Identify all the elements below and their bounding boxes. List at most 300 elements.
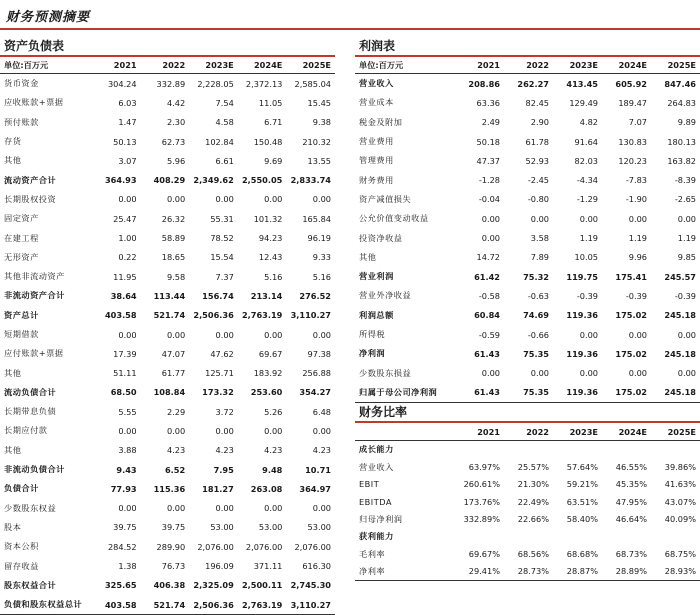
row-value: 0.00 [312,329,331,340]
table-row [355,383,700,403]
row-value: 9.89 [677,117,696,128]
row-value: 47.37 [476,155,500,166]
row-value: 9.69 [264,155,283,166]
row-value: 4.23 [215,445,234,456]
row-value [504,441,553,459]
table-row [355,563,700,581]
row-value: 210.32 [302,136,331,147]
row-value: 10.71 [305,464,331,475]
row-value: 7.07 [628,117,647,128]
ratios-table [355,423,700,581]
row-value: 51.11 [113,368,137,379]
row-value: 125.71 [205,368,234,379]
row-label: 营业成本 [359,97,394,108]
row-value: 68.73% [615,549,647,560]
row-value: 0.00 [166,194,186,205]
balance-sheet-title: 资产负债表 [0,38,335,57]
table-row [0,499,335,518]
row-value: 304.24 [107,78,137,89]
table-row [355,267,700,286]
row-label: 其他 [359,251,377,262]
row-value: 113.44 [153,290,186,301]
row-value: 69.67% [468,549,500,560]
row-value [455,441,504,459]
row-value: 262.27 [517,78,549,89]
table-row [355,344,700,363]
row-value: 25.47 [113,213,137,224]
row-value: 0.00 [312,425,331,436]
row-value: 4.42 [166,97,186,108]
row-value: 115.36 [153,483,186,494]
row-value: 61.43 [455,383,504,403]
table-row [0,556,335,575]
row-value: 1.47 [118,117,137,128]
table-row [355,511,700,528]
header-year: 2021 [455,423,504,441]
row-value [553,528,602,545]
row-value: 62.73 [161,136,186,147]
row-value: 245.57 [664,271,696,282]
row-value: 180.13 [667,136,696,147]
row-value: 4.23 [166,445,186,456]
table-row [0,306,335,325]
row-value: 3.88 [118,445,137,456]
row-value: 28.73% [504,563,553,581]
row-value: 119.75 [566,271,598,282]
row-value: 0.00 [677,368,696,379]
table-row [355,228,700,247]
row-value: 39.86% [664,462,696,473]
header-year: 2022 [504,57,553,74]
row-value: 102.84 [205,136,234,147]
row-value: 2,506.36 [189,595,238,615]
row-value: 150.48 [253,136,283,147]
row-value: 173.32 [202,387,234,398]
table-row [0,344,335,363]
row-value: 47.07 [161,348,186,359]
table-row [0,267,335,286]
page-title: 财务预测摘要 [6,10,91,25]
row-value: 1.19 [579,233,598,244]
row-value: 77.93 [110,483,137,494]
row-value: 0.00 [628,329,647,340]
row-value: -0.39 [625,290,647,301]
row-value: -1.90 [625,194,647,205]
row-value: 3,110.27 [290,310,331,321]
row-label: 获利能力 [359,531,394,542]
row-value: 0.00 [628,368,647,379]
row-value: 1.38 [118,561,137,572]
row-value: 175.02 [602,383,651,403]
table-row [0,518,335,537]
row-label: 无形资产 [4,251,39,262]
row-value: 213.14 [250,290,283,301]
row-value: 364.97 [299,483,331,494]
row-value: 47.62 [210,348,234,359]
row-value: 2,550.05 [241,175,283,186]
row-label: 非流动资产合计 [4,290,65,301]
row-value: 0.00 [530,213,549,224]
row-value: 129.49 [569,97,598,108]
row-value: 0.00 [264,503,283,514]
header-year: 2025E [286,57,335,74]
row-value: 196.09 [205,561,234,572]
row-value: 156.74 [202,290,234,301]
row-value: 74.69 [523,310,549,321]
ratios-header-row [355,423,700,441]
row-value: 616.30 [302,561,331,572]
row-label: 流动负债合计 [4,386,57,397]
row-value: 2.90 [530,117,549,128]
row-value: 403.58 [104,310,137,321]
table-row [0,248,335,267]
table-row [355,151,700,170]
row-value: 2,372.13 [245,78,283,89]
row-value: 61.42 [474,271,500,282]
row-value: 181.27 [202,483,234,494]
row-value: 2,506.36 [193,310,234,321]
row-value: 354.27 [299,387,331,398]
row-value: 0.00 [579,213,598,224]
row-value: 94.23 [258,233,283,244]
row-label: 其他 [4,367,22,378]
balance-sheet-panel [0,38,335,615]
row-value: 38.64 [110,290,137,301]
row-value: -2.65 [674,194,696,205]
row-value: 245.18 [651,383,700,403]
row-value: 605.92 [615,78,647,89]
row-value [553,441,602,459]
row-value: 28.89% [602,563,651,581]
row-value: 9.38 [312,117,331,128]
row-value: 0.00 [579,329,598,340]
row-value: 7.89 [530,252,549,263]
row-value: 289.90 [156,541,186,552]
row-value: 61.78 [525,136,549,147]
row-value: -8.39 [674,175,696,186]
row-label: 资产减值损失 [359,193,412,204]
row-value: 175.02 [615,348,647,359]
row-value [602,441,651,459]
row-value: -0.80 [527,194,549,205]
row-value: 119.36 [566,348,598,359]
row-value: 57.64% [566,462,598,473]
row-value: 68.75% [664,549,696,560]
row-value: 68.50 [110,387,137,398]
row-value: 9.48 [262,464,283,475]
row-value: 52.93 [525,155,549,166]
row-value: 7.95 [213,464,234,475]
row-value: 264.83 [667,97,696,108]
table-row [355,476,700,493]
table-row [0,402,335,421]
table-row [355,93,700,112]
row-value [651,528,700,545]
row-value: 364.93 [104,175,137,186]
row-label: 固定资产 [4,213,39,224]
row-value: 0.22 [118,252,137,263]
row-value: 22.49% [517,496,549,507]
row-value: 39.75 [113,522,137,533]
table-row [355,458,700,475]
row-value: 120.23 [618,155,647,166]
row-value: 11.05 [258,97,283,108]
row-value: 1.19 [628,233,647,244]
row-value: 101.32 [253,213,283,224]
row-value: -1.29 [576,194,598,205]
row-value: 17.39 [113,348,137,359]
table-row [355,170,700,189]
row-value: 2,076.00 [294,541,331,552]
balance-sheet-table [0,57,335,615]
row-value: 0.00 [118,329,137,340]
row-label: 预付账款 [4,116,39,127]
row-value: 6.71 [264,117,283,128]
header-year: 2024E [602,423,651,441]
header-unit-label [355,423,455,441]
row-label: 应付账款+票据 [4,348,64,359]
row-value: 5.16 [312,271,331,282]
header-year: 2021 [92,57,141,74]
table-row [0,228,335,247]
row-value: 6.61 [215,155,234,166]
row-label: 成长能力 [359,444,394,455]
row-value: 119.36 [566,310,598,321]
row-value: -0.63 [527,290,549,301]
row-value: 2,585.04 [294,78,331,89]
row-value [602,528,651,545]
row-value: -7.83 [625,175,647,186]
row-value: 413.45 [566,78,598,89]
row-value: 26.32 [161,213,186,224]
row-label: 在建工程 [4,232,39,243]
row-value: -0.66 [527,329,549,340]
row-label: 长期股权投资 [4,193,57,204]
row-value: 63.51% [566,496,598,507]
row-value: 2,349.62 [193,175,234,186]
row-value: -0.58 [478,290,500,301]
row-value: 0.00 [481,368,500,379]
row-value: 9.58 [166,271,186,282]
row-value: 0.00 [215,503,234,514]
row-value: 2,076.00 [197,541,234,552]
row-value: 3.72 [215,406,234,417]
balance-sheet-header-row [0,57,335,74]
row-label: 利润总额 [359,309,394,320]
row-value: 245.18 [664,348,696,359]
row-value: -4.34 [576,175,598,186]
table-row [0,286,335,305]
row-label: 营业外净收益 [359,290,412,301]
row-value: 5.96 [166,155,186,166]
row-label: EBIT [359,479,380,490]
row-value: 39.75 [161,522,186,533]
row-value: 7.37 [215,271,234,282]
row-value: 2,763.19 [241,310,283,321]
row-value: 21.30% [517,479,549,490]
row-value: 2,745.30 [290,580,331,591]
row-value: 163.82 [667,155,696,166]
table-row [355,286,700,305]
row-value: 12.43 [258,252,283,263]
row-value: 260.61% [463,479,500,490]
row-value: 75.32 [523,271,549,282]
row-label: 营业收入 [359,461,394,472]
row-value: 0.00 [579,368,598,379]
row-value: 0.00 [677,329,696,340]
row-value: 28.93% [651,563,700,581]
row-label: 归属于母公司净利润 [355,383,455,403]
row-value: 11.95 [113,271,137,282]
row-value [504,528,553,545]
row-label: 货币资金 [4,78,39,89]
row-value: 2,228.05 [197,78,234,89]
table-row [355,493,700,510]
row-value: 183.92 [253,368,283,379]
header-year: 2023E [553,57,602,74]
row-value: 2.49 [481,117,500,128]
row-value: 7.54 [215,97,234,108]
table-row [355,190,700,209]
row-value: 53.00 [210,522,234,533]
row-label: 负债合计 [4,483,39,494]
row-value: 276.52 [299,290,331,301]
row-value: 0.00 [530,368,549,379]
table-row [0,576,335,595]
table-row [0,537,335,556]
row-value: 2,763.19 [238,595,287,615]
row-value: 9.33 [312,252,331,263]
row-value: 108.84 [153,387,186,398]
row-value: 2,325.09 [193,580,234,591]
row-value: 96.19 [307,233,331,244]
row-label: 营业费用 [359,136,394,147]
row-value: 332.89 [156,78,186,89]
row-value: 0.00 [215,329,234,340]
row-value: 0.00 [481,213,500,224]
row-value: 2.29 [166,406,186,417]
table-row [0,441,335,460]
header-year: 2021 [455,57,504,74]
row-value: 13.55 [307,155,331,166]
row-value: 45.35% [615,479,647,490]
row-label: 财务费用 [359,174,394,185]
row-value: 60.84 [474,310,500,321]
row-value: 5.16 [264,271,283,282]
row-value: 97.38 [307,348,331,359]
row-value: 5.26 [264,406,283,417]
row-value: 119.36 [553,383,602,403]
header-year: 2025E [651,57,700,74]
row-value: 263.08 [250,483,283,494]
table-row [0,132,335,151]
table-row [355,528,700,545]
table-row [355,132,700,151]
row-value: 3,110.27 [286,595,335,615]
header-year: 2024E [238,57,287,74]
row-value: 46.55% [615,462,647,473]
row-label: 股东权益合计 [4,579,57,590]
row-value [651,441,700,459]
row-value: 4.82 [579,117,598,128]
row-value: 406.38 [153,580,186,591]
row-label: 净利率 [355,563,455,581]
income-statement-header-row [355,57,700,74]
table-row [0,209,335,228]
row-value: 78.52 [210,233,234,244]
row-value: -0.59 [478,329,500,340]
row-value: 2,833.74 [290,175,331,186]
row-value: 58.40% [566,514,598,525]
row-value: 75.35 [523,348,549,359]
row-value: 5.55 [118,406,137,417]
row-value: 50.13 [113,136,137,147]
table-row [0,479,335,498]
table-row [355,545,700,562]
row-value: 325.65 [104,580,137,591]
row-label: 存货 [4,136,22,147]
row-value: 41.63% [664,479,696,490]
row-label: 流动资产合计 [4,174,57,185]
row-label: 股本 [4,521,22,532]
table-row [355,363,700,382]
row-value: 61.43 [474,348,500,359]
row-label: 应收账款+票据 [4,97,64,108]
row-value: 0.00 [264,194,283,205]
row-value: 175.02 [615,310,647,321]
table-row [0,190,335,209]
row-value: 175.41 [615,271,647,282]
row-value: 0.00 [677,213,696,224]
row-value: 91.64 [574,136,598,147]
table-row [0,74,335,94]
table-row [0,93,335,112]
row-label: 管理费用 [359,155,394,166]
row-value: 53.00 [258,522,283,533]
row-label: EBITDA [359,496,392,507]
row-value: 53.00 [307,522,331,533]
row-value: 68.56% [517,549,549,560]
row-label: 非流动负债合计 [4,464,65,475]
row-value: 0.00 [118,194,137,205]
table-row [355,209,700,228]
ratios-panel [355,404,700,581]
row-label: 负债和股东权益总计 [0,595,92,615]
row-value: 63.97% [468,462,500,473]
header-year: 2022 [504,423,553,441]
row-value: 130.83 [618,136,647,147]
row-value: 521.74 [153,310,186,321]
row-value: 256.88 [302,368,331,379]
row-value: 0.00 [118,503,137,514]
row-value: 50.18 [476,136,500,147]
row-value: 0.00 [166,503,186,514]
row-label: 所得税 [359,329,386,339]
income-statement-title: 利润表 [355,38,700,57]
row-value: -0.04 [478,194,500,205]
row-value: 2,500.11 [241,580,283,591]
row-label: 营业收入 [359,78,394,89]
row-value: 69.67 [258,348,283,359]
row-value: 0.00 [215,194,234,205]
row-value: 0.00 [481,233,500,244]
row-value: 1.00 [118,233,137,244]
row-label: 资本公积 [4,541,39,552]
row-value: 58.89 [161,233,186,244]
row-label: 长期带息负债 [4,406,57,417]
row-value: 245.18 [664,310,696,321]
row-value: 3.58 [530,233,549,244]
